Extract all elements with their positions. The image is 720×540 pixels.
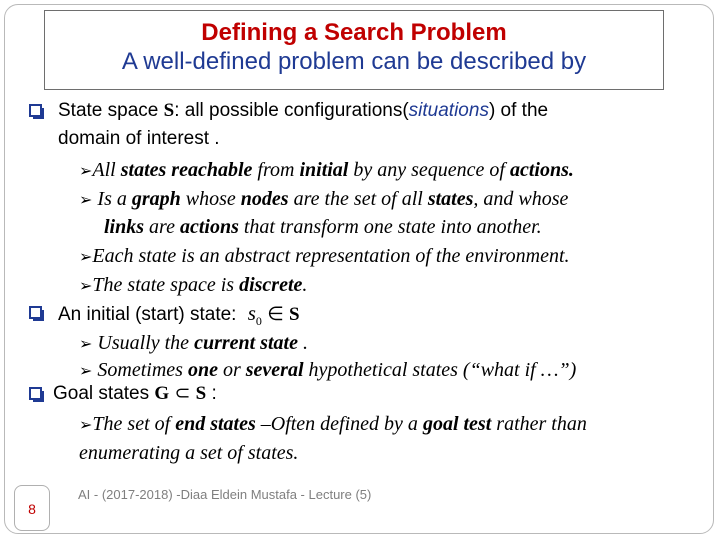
initial-relation: ∈ — [261, 304, 290, 325]
sub-item-2-cont: links are actions that transform one state into another. — [104, 216, 542, 238]
goal-relation: ⊂ — [169, 383, 196, 404]
goal-colon: : — [206, 383, 217, 404]
checkbox-bullet-icon — [29, 306, 42, 319]
initial-set: S — [289, 304, 300, 325]
state-space-line2: domain of interest . — [58, 128, 220, 149]
sub-item-5: ➢ Usually the current state . — [79, 332, 308, 354]
state-space-label: State space — [58, 100, 159, 121]
arrow-bullet-icon: ➢ — [79, 276, 93, 295]
goal-label: Goal states — [53, 383, 150, 404]
sub-item-6: ➢ Sometimes one or several hypothetical states (“what if …”) — [79, 359, 577, 381]
arrow-bullet-icon: ➢ — [79, 161, 93, 180]
sub-item-2: ➢ Is a graph whose nodes are the set of all states, and whose — [79, 188, 569, 210]
slide-number: 8 — [14, 485, 50, 531]
arrow-bullet-icon: ➢ — [79, 190, 93, 209]
state-space-text: : all possible configurations( — [174, 100, 409, 121]
bullet-goal-states — [29, 381, 217, 407]
sub-item-7-cont: enumerating a set of states. — [79, 442, 299, 464]
checkbox-bullet-icon — [29, 104, 42, 117]
checkbox-bullet-icon — [29, 387, 42, 400]
sub-item-1: ➢All states reachable from initial by any sequence of actions. — [79, 159, 574, 181]
initial-subscript: 0 — [255, 313, 262, 328]
goal-symbol: G — [154, 383, 170, 404]
sub-item-3: ➢Each state is an abstract representation of the environment. — [79, 245, 570, 267]
bullet-state-space — [29, 98, 548, 124]
sub-item-4: ➢The state space is discrete. — [79, 274, 308, 296]
arrow-bullet-icon: ➢ — [79, 361, 93, 380]
initial-symbol: s — [247, 301, 256, 325]
state-space-italic: situations — [408, 100, 489, 121]
state-space-symbol: S — [163, 100, 175, 121]
arrow-bullet-icon: ➢ — [79, 334, 93, 353]
arrow-bullet-icon: ➢ — [79, 415, 93, 434]
footer-text: AI - (2017-2018) -Diaa Eldein Mustafa - Lecture (5) — [78, 487, 372, 502]
sub-item-7: ➢The set of end states –Often defined by a goal test rather than — [79, 413, 587, 435]
arrow-bullet-icon: ➢ — [79, 247, 93, 266]
title-box — [44, 10, 664, 90]
slide-title: Defining a Search Problem — [201, 19, 507, 46]
state-space-text-end: ) of the — [488, 100, 549, 121]
initial-label: An initial (start) state: — [58, 304, 237, 325]
slide-subtitle: A well-defined problem can be described by — [121, 48, 587, 75]
goal-set: S — [195, 383, 207, 404]
